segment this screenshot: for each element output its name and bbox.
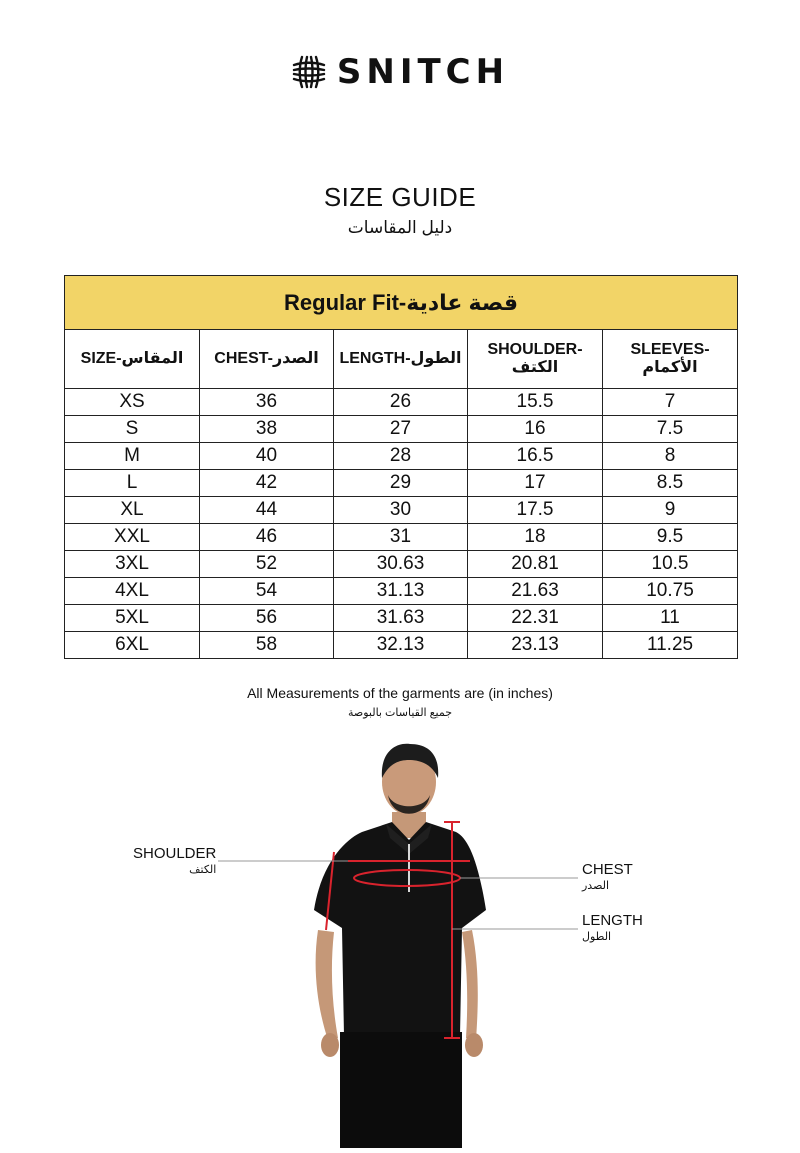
table-cell: 16.5 (468, 443, 603, 470)
table-cell: 9.5 (603, 524, 738, 551)
column-header-en: CHEST- (214, 350, 273, 367)
column-header-ar: الصدر (272, 350, 319, 367)
table-cell: 17 (468, 470, 603, 497)
model-illustration (0, 740, 800, 1148)
column-header-sleeves (603, 330, 738, 389)
table-row (65, 632, 738, 659)
table-cell: 23.13 (468, 632, 603, 659)
column-header-ar: الكتف (511, 359, 559, 376)
trousers (340, 1032, 462, 1148)
column-header-en: SIZE- (80, 350, 122, 367)
column-header-ar: الأكمام (642, 359, 698, 376)
page-title-arabic: دليل المقاسات (347, 218, 453, 237)
table-cell: 30 (334, 497, 468, 524)
table-cell: 9 (603, 497, 738, 524)
column-header-en: SLEEVES- (630, 341, 710, 358)
left-arm (316, 930, 338, 1040)
page-title: SIZE GUIDE (323, 182, 477, 212)
table-cell: 16 (468, 416, 603, 443)
column-header-length (334, 330, 468, 389)
model-figure (0, 740, 800, 1148)
brand-name: SNITCH (336, 52, 510, 92)
size-table (64, 275, 738, 659)
column-header-en: SHOULDER- (487, 341, 583, 358)
fit-label: Regular Fit-قصة عادية (284, 289, 518, 315)
table-cell: 38 (200, 416, 334, 443)
table-row (65, 389, 738, 416)
table-cell: L (65, 470, 200, 497)
table-cell: 11.25 (603, 632, 738, 659)
table-cell: 3XL (65, 551, 200, 578)
table-cell: 54 (200, 578, 334, 605)
table-cell: 29 (334, 470, 468, 497)
table-cell: 44 (200, 497, 334, 524)
table-cell: 7 (603, 389, 738, 416)
table-row (65, 605, 738, 632)
length-label-en: LENGTH (582, 912, 643, 929)
measurement-note: All Measurements of the garments are (in inches) (247, 685, 553, 701)
shoulder-label-ar: الكتف (189, 864, 217, 876)
length-label (582, 912, 643, 946)
table-cell: XS (65, 389, 200, 416)
table-cell: 42 (200, 470, 334, 497)
table-cell: 4XL (65, 578, 200, 605)
table-cell: 10.75 (603, 578, 738, 605)
table-cell: 11 (603, 605, 738, 632)
table-cell: XL (65, 497, 200, 524)
table-cell: 30.63 (334, 551, 468, 578)
shoulder-label (133, 845, 216, 879)
table-row (65, 497, 738, 524)
table-cell: 31 (334, 524, 468, 551)
column-header-shoulder (468, 330, 603, 389)
column-header-ar: المقاس (121, 350, 184, 367)
table-cell: 8.5 (603, 470, 738, 497)
table-cell: 58 (200, 632, 334, 659)
table-cell: 31.63 (334, 605, 468, 632)
brand-logo (0, 52, 800, 92)
chest-label-ar: الصدر (582, 880, 610, 892)
table-cell: 8 (603, 443, 738, 470)
table-cell: 28 (334, 443, 468, 470)
shoulder-label-en: SHOULDER (133, 845, 217, 862)
table-row (65, 470, 738, 497)
table-cell: 10.5 (603, 551, 738, 578)
chest-label (582, 861, 633, 895)
table-cell: 36 (200, 389, 334, 416)
table-cell: 56 (200, 605, 334, 632)
chest-label-en: CHEST (582, 861, 633, 878)
table-cell: 5XL (65, 605, 200, 632)
table-cell: 40 (200, 443, 334, 470)
table-cell: 17.5 (468, 497, 603, 524)
table-cell: 7.5 (603, 416, 738, 443)
column-header-en: LENGTH- (339, 350, 411, 367)
table-cell: 15.5 (468, 389, 603, 416)
table-row (65, 524, 738, 551)
table-row (65, 551, 738, 578)
table-row (65, 443, 738, 470)
table-row (65, 578, 738, 605)
column-header-ar: الطول (410, 350, 462, 367)
table-cell: 6XL (65, 632, 200, 659)
table-cell: 20.81 (468, 551, 603, 578)
fit-header (65, 276, 738, 330)
table-cell: S (65, 416, 200, 443)
table-cell: 27 (334, 416, 468, 443)
table-cell: 18 (468, 524, 603, 551)
measurement-note-arabic: جميع القياسات بالبوصة (347, 707, 453, 719)
table-cell: 32.13 (334, 632, 468, 659)
right-arm (462, 930, 478, 1040)
hash-grid-logo-icon (291, 54, 327, 90)
table-row (65, 416, 738, 443)
column-header-size (65, 330, 200, 389)
column-header-chest (200, 330, 334, 389)
table-cell: 21.63 (468, 578, 603, 605)
table-cell: XXL (65, 524, 200, 551)
length-label-ar: الطول (582, 931, 612, 943)
table-cell: 22.31 (468, 605, 603, 632)
table-cell: 46 (200, 524, 334, 551)
table-cell: 26 (334, 389, 468, 416)
table-cell: M (65, 443, 200, 470)
table-cell: 52 (200, 551, 334, 578)
table-cell: 31.13 (334, 578, 468, 605)
